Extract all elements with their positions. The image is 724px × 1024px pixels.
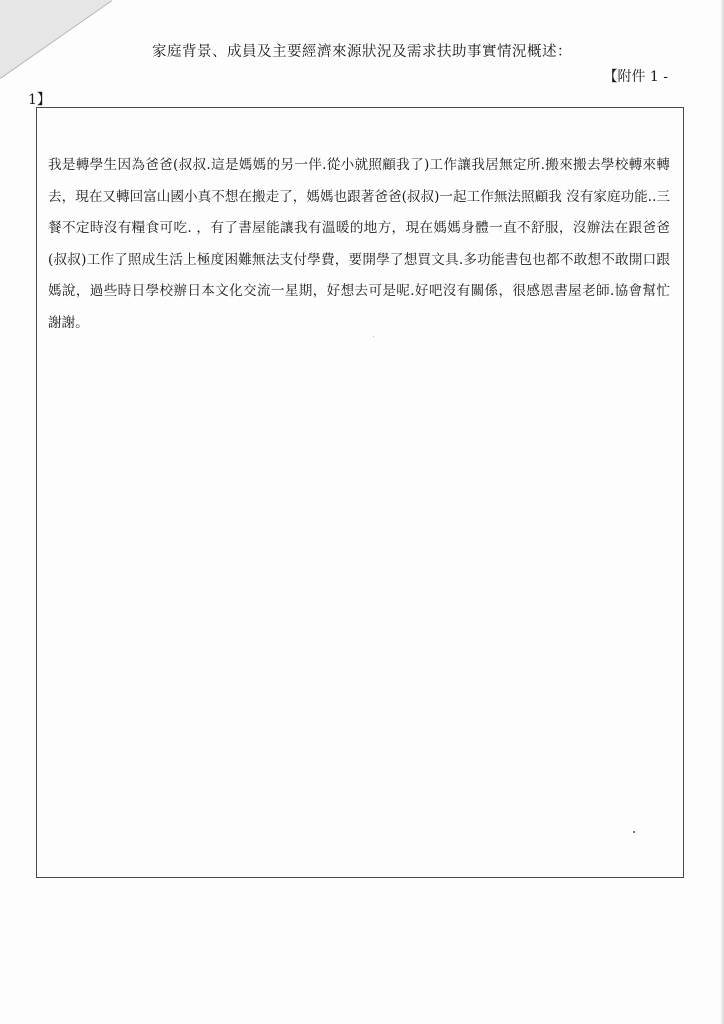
attachment-label-continued: 1】 <box>28 92 51 108</box>
scan-speck <box>373 336 374 337</box>
narrative-text: 我是轉學生因為爸爸(叔叔.這是媽媽的另一伴.從小就照顧我了)工作讓我居無定所.搬來搬去學校轉來轉去，現在又轉回富山國小真不想在搬走了，媽媽也跟著爸爸(叔叔)一起工作無法照顧我 沒有家庭功能..三餐不定時沒有糧食可吃. ，有了書屋能讓我有溫暖的地方，現在媽媽身體一直不舒服，沒辦法在跟爸爸(叔叔)工作了照成生活上極度困難無法支付學費，要開學了想買文具.多功能書包也都不敢想不敢開口跟媽說，過些時日學校辦日本文化交流一星期，好想去可是呢.好吧沒有關係，很感恩書屋老師.協會幫忙 謝謝。 <box>48 157 675 331</box>
page-heading: 家庭背景、成員及主要經濟來源狀況及需求扶助事實情況概述： <box>152 44 572 60</box>
scan-speck <box>633 831 635 833</box>
narrative-box <box>36 107 684 878</box>
attachment-label: 【附件 1 - <box>603 69 668 85</box>
scan-edge-shadow <box>720 0 724 1024</box>
